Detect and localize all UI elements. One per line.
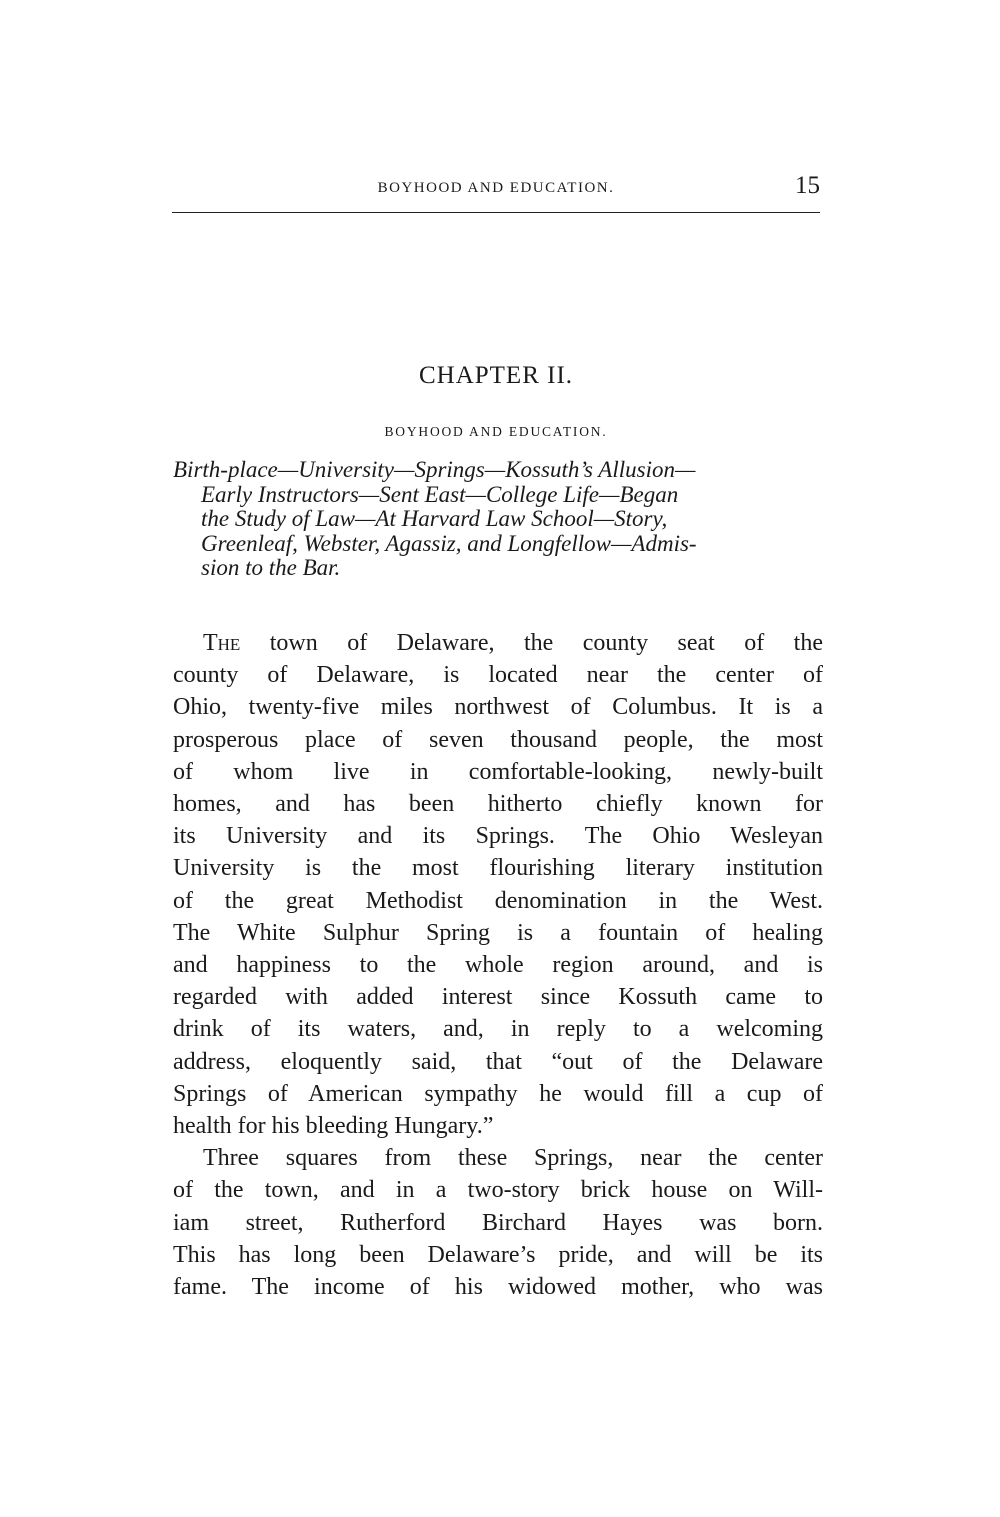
synopsis-line: Greenleaf, Webster, Agassiz, and Longfellow—Admis- (201, 530, 697, 556)
synopsis-line: sion to the Bar. (201, 555, 341, 580)
paragraph-1-line: drink of its waters, and, in reply to a welcoming (173, 1016, 823, 1043)
page-header (172, 172, 820, 212)
paragraph-1-line: health for his bleeding Hungary.” (173, 1113, 494, 1140)
paragraph-2-line: Three squares from these Springs, near the center (203, 1145, 823, 1172)
paragraph-1-line: prosperous place of seven thousand people, the most (173, 726, 823, 753)
header-rule (172, 212, 820, 213)
paragraph-1-line (173, 627, 823, 659)
chapter-subtitle: BOYHOOD AND EDUCATION. (384, 424, 608, 439)
paragraph-1-line: of whom live in comfortable-looking, newly-built (173, 758, 823, 785)
body-text (173, 627, 823, 1303)
page-number: 15 (795, 172, 820, 199)
paragraph-2-line: This has long been Delaware’s pride, and will be its (173, 1241, 823, 1268)
paragraph-1-line: homes, and has been hitherto chiefly known for (173, 791, 823, 818)
paragraph-1-line: address, eloquently said, that “out of the Delaware (173, 1048, 823, 1075)
paragraph-1-line: regarded with added interest since Kossuth came to (173, 984, 823, 1011)
paragraph-1-line: University is the most flourishing literary institution (173, 855, 823, 882)
paragraph-1-line: county of Delaware, is located near the center of (173, 662, 823, 689)
paragraph-2-line: iam street, Rutherford Birchard Hayes was born. (173, 1209, 823, 1236)
paragraph-1-line: Ohio, twenty-five miles northwest of Columbus. It is a (173, 694, 823, 721)
chapter-title: CHAPTER II. (418, 362, 574, 389)
paragraph-1-line: its University and its Springs. The Ohio Wesleyan (173, 823, 823, 850)
synopsis-line: Birth-place—University—Springs—Kossuth’s Allusion— (173, 457, 696, 482)
running-title: BOYHOOD AND EDUCATION. (377, 180, 615, 196)
chapter-synopsis (173, 458, 821, 581)
paragraph-1-line: The White Sulphur Spring is a fountain of healing (173, 919, 823, 946)
line-text: town of Delaware, the county seat of the (240, 630, 823, 656)
paragraph-2-line: fame. The income of his widowed mother, who was (173, 1274, 823, 1301)
paragraph-1-line: Springs of American sympathy he would fill a cup of (173, 1080, 823, 1107)
paragraph-1-line: and happiness to the whole region around, and is (173, 952, 823, 979)
paragraph-2-line: of the town, and in a two-story brick house on Will- (173, 1177, 823, 1204)
paragraph-1-line: of the great Methodist denomination in the West. (173, 887, 823, 914)
synopsis-line: Early Instructors—Sent East—College Life—Began (201, 481, 679, 507)
drop-word: The (203, 630, 241, 656)
synopsis-line: the Study of Law—At Harvard Law School—Story, (201, 506, 668, 531)
